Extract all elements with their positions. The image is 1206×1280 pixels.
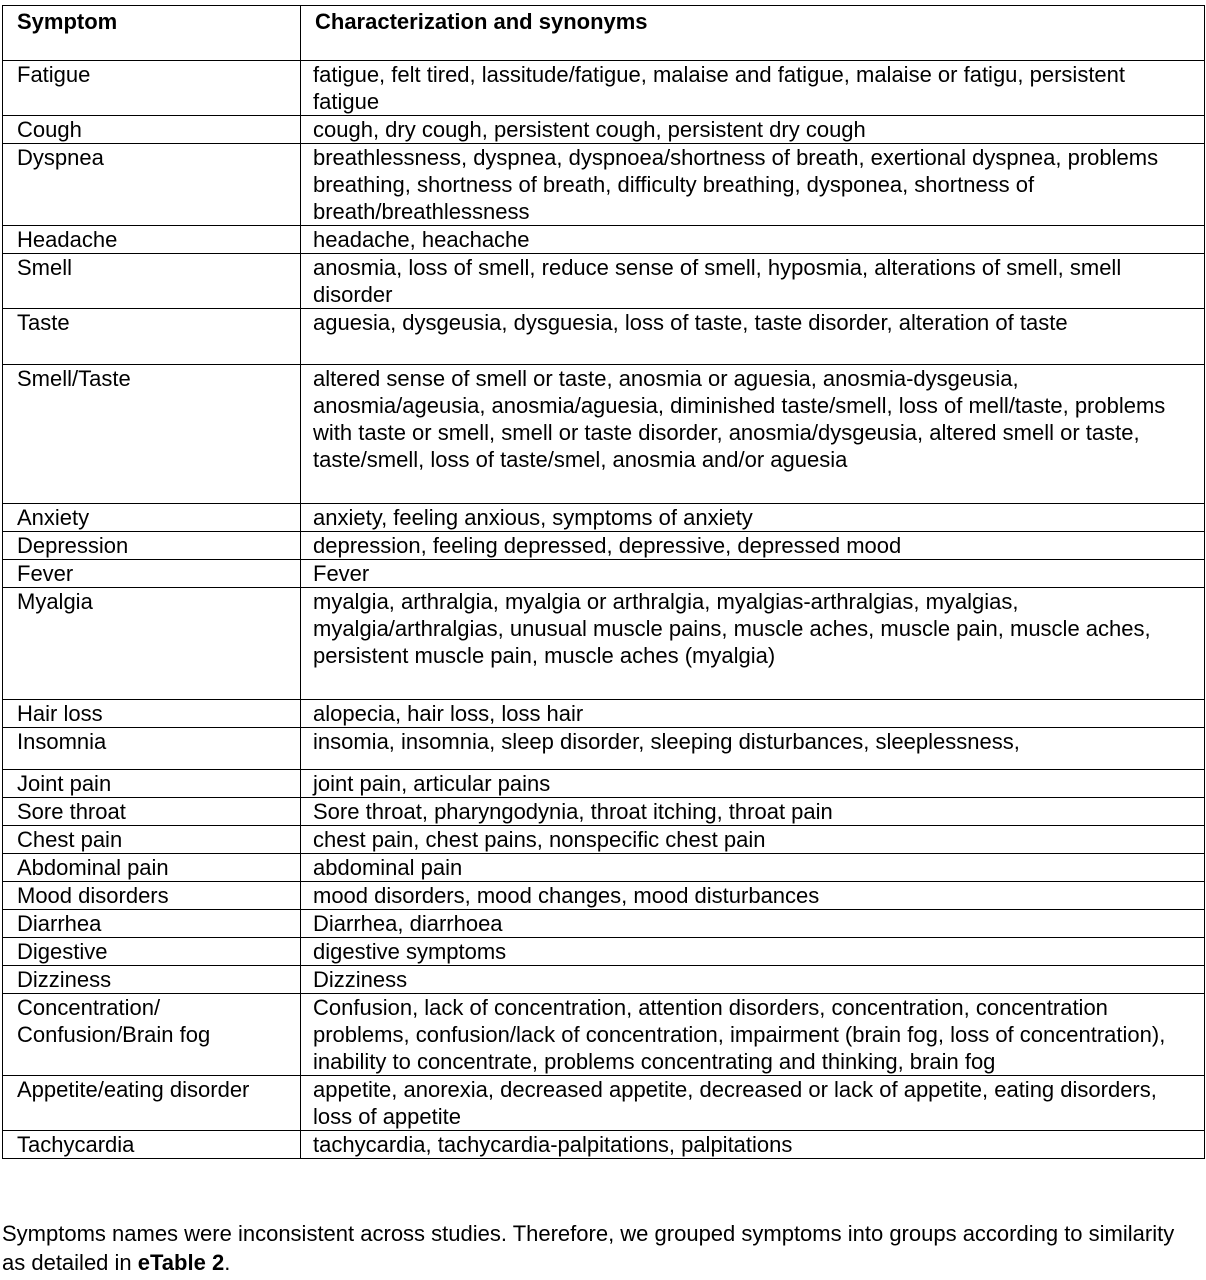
synonyms-cell: joint pain, articular pains	[301, 770, 1205, 798]
synonyms-cell: cough, dry cough, persistent cough, persistent dry cough	[301, 116, 1205, 144]
column-header-symptom: Symptom	[3, 6, 301, 61]
synonyms-cell: altered sense of smell or taste, anosmia or aguesia, anosmia-dysgeusia, anosmia/ageusia, anosmia/aguesia, diminished taste/smell, loss of mell/taste, problems with taste or smell, smell or taste disorder, anosmia/dysgeusia, altered smell or taste, taste/smell, loss of taste/smel, anosmia and/or aguesia	[301, 365, 1205, 504]
symptom-cell: Myalgia	[3, 588, 301, 700]
table-body	[3, 61, 1205, 1159]
etable-reference: eTable 2	[137, 1250, 225, 1275]
table-row	[3, 560, 1205, 588]
synonyms-cell: aguesia, dysgeusia, dysguesia, loss of taste, taste disorder, alteration of taste	[301, 309, 1205, 365]
synonyms-cell: fatigue, felt tired, lassitude/fatigue, malaise and fatigue, malaise or fatigu, persistent fatigue	[301, 61, 1205, 116]
symptom-cell: Smell	[3, 254, 301, 309]
table-row	[3, 770, 1205, 798]
symptom-cell: Digestive	[3, 938, 301, 966]
table-row	[3, 798, 1205, 826]
table-header-row	[3, 6, 1205, 61]
table-row	[3, 144, 1205, 226]
synonyms-cell: Fever	[301, 560, 1205, 588]
symptom-cell: Joint pain	[3, 770, 301, 798]
table-row	[3, 309, 1205, 365]
table-row	[3, 504, 1205, 532]
table-row	[3, 966, 1205, 994]
symptom-cell: Depression	[3, 532, 301, 560]
table-row	[3, 61, 1205, 116]
symptom-cell: Anxiety	[3, 504, 301, 532]
table-footnote	[2, 1219, 1202, 1277]
footnote-end: .	[224, 1250, 231, 1275]
synonyms-cell: tachycardia, tachycardia-palpitations, palpitations	[301, 1131, 1205, 1159]
table-row	[3, 910, 1205, 938]
column-header-characterization: Characterization and synonyms	[301, 6, 1205, 61]
table-row	[3, 365, 1205, 504]
synonyms-cell: mood disorders, mood changes, mood disturbances	[301, 882, 1205, 910]
synonyms-cell: depression, feeling depressed, depressive, depressed mood	[301, 532, 1205, 560]
synonyms-cell: anosmia, loss of smell, reduce sense of smell, hyposmia, alterations of smell, smell disorder	[301, 254, 1205, 309]
synonyms-cell: Confusion, lack of concentration, attention disorders, concentration, concentration problems, confusion/lack of concentration, impairment (brain fog, loss of concentration), inability to concentrate, problems concentrating and thinking, brain fog	[301, 994, 1205, 1076]
table-row	[3, 938, 1205, 966]
table-row	[3, 826, 1205, 854]
symptom-cell: Fatigue	[3, 61, 301, 116]
symptom-synonym-table	[2, 5, 1205, 1159]
synonyms-cell: Dizziness	[301, 966, 1205, 994]
symptom-cell: Insomnia	[3, 728, 301, 770]
symptom-cell: Headache	[3, 226, 301, 254]
symptom-cell: Chest pain	[3, 826, 301, 854]
symptom-cell: Dyspnea	[3, 144, 301, 226]
table-row	[3, 532, 1205, 560]
table-row	[3, 1131, 1205, 1159]
table-row	[3, 226, 1205, 254]
symptom-cell: Hair loss	[3, 700, 301, 728]
symptom-cell: Tachycardia	[3, 1131, 301, 1159]
symptom-cell: Cough	[3, 116, 301, 144]
synonyms-cell: chest pain, chest pains, nonspecific chest pain	[301, 826, 1205, 854]
synonyms-cell: Sore throat, pharyngodynia, throat itching, throat pain	[301, 798, 1205, 826]
table-row	[3, 854, 1205, 882]
synonyms-cell: headache, heachache	[301, 226, 1205, 254]
synonyms-cell: anxiety, feeling anxious, symptoms of anxiety	[301, 504, 1205, 532]
table-row	[3, 254, 1205, 309]
synonyms-cell: insomia, insomnia, sleep disorder, sleeping disturbances, sleeplessness,	[301, 728, 1205, 770]
symptom-cell: Diarrhea	[3, 910, 301, 938]
synonyms-cell: breathlessness, dyspnea, dyspnoea/shortness of breath, exertional dyspnea, problems breathing, shortness of breath, difficulty breathing, dysponea, shortness of breath/breathlessness	[301, 144, 1205, 226]
symptom-cell: Abdominal pain	[3, 854, 301, 882]
synonyms-cell: Diarrhea, diarrhoea	[301, 910, 1205, 938]
synonyms-cell: digestive symptoms	[301, 938, 1205, 966]
table-row	[3, 700, 1205, 728]
symptom-cell: Sore throat	[3, 798, 301, 826]
synonyms-cell: abdominal pain	[301, 854, 1205, 882]
table-row	[3, 1076, 1205, 1131]
symptom-cell: Concentration/ Confusion/Brain fog	[3, 994, 301, 1076]
symptom-cell: Mood disorders	[3, 882, 301, 910]
symptom-cell: Smell/Taste	[3, 365, 301, 504]
synonyms-cell: myalgia, arthralgia, myalgia or arthralgia, myalgias-arthralgias, myalgias, myalgia/arthralgias, unusual muscle pains, muscle aches, muscle pain, muscle aches, persistent muscle pain, muscle aches (myalgia)	[301, 588, 1205, 700]
symptom-cell: Taste	[3, 309, 301, 365]
table-row	[3, 116, 1205, 144]
symptom-cell: Appetite/eating disorder	[3, 1076, 301, 1131]
symptom-cell: Dizziness	[3, 966, 301, 994]
synonyms-cell: alopecia, hair loss, loss hair	[301, 700, 1205, 728]
synonyms-cell: appetite, anorexia, decreased appetite, decreased or lack of appetite, eating disorders, loss of appetite	[301, 1076, 1205, 1131]
table-row	[3, 994, 1205, 1076]
table-row	[3, 882, 1205, 910]
table-row	[3, 588, 1205, 700]
footnote-text: Symptoms names were inconsistent across studies. Therefore, we grouped symptoms into groups according to similarity as detailed in	[2, 1221, 1175, 1275]
table-row	[3, 728, 1205, 770]
symptom-cell: Fever	[3, 560, 301, 588]
